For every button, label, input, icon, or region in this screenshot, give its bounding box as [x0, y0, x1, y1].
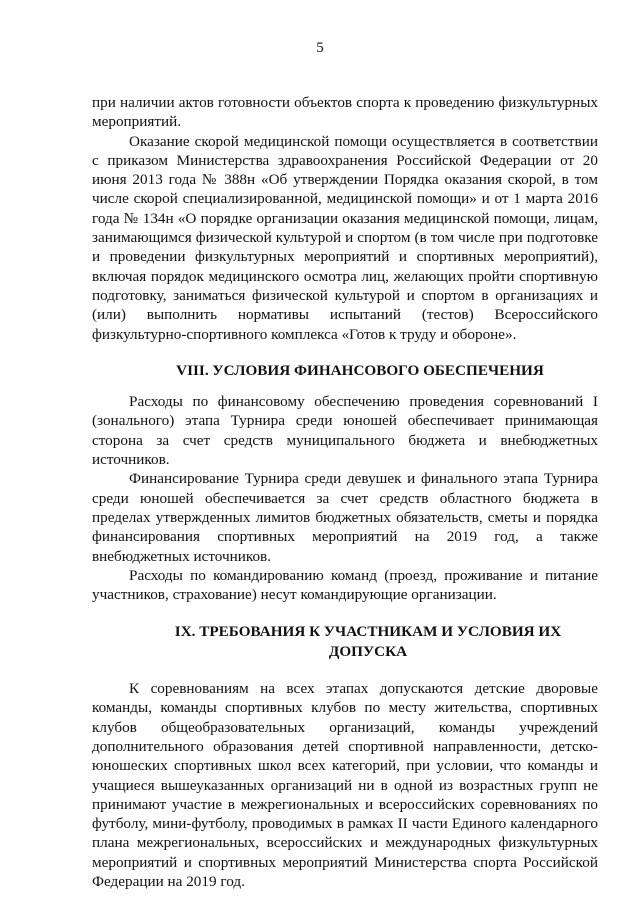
section-heading-viii: VIII. УСЛОВИЯ ФИНАНСОВОГО ОБЕСПЕЧЕНИЯ	[176, 361, 544, 379]
paragraph-financing-final: Финансирование Турнира среди девушек и финального этапа Турнира среди юношей обеспечивается за счет средств областного бюджета в пределах утвержденных лимитов бюджетных обязательств, сметы и порядка финансирования спортивных мероприятий на 2019 год, а также внебюджетных источников.	[92, 470, 598, 565]
section-heading-ix: IX. ТРЕБОВАНИЯ К УЧАСТНИКАМ И УСЛОВИЯ ИХ ДОПУСКА	[174, 623, 562, 660]
paragraph-continuation: при наличии актов готовности объектов спорта к проведению физкультурных мероприятий.	[92, 94, 598, 131]
paragraph-expenses-zonal: Расходы по финансовому обеспечению проведения соревнований I (зонального) этапа Турнира среди юношей обеспечивает принимающая сторона за счет средств муниципального бюджета и внебюджетных источников.	[92, 393, 598, 469]
document-body	[92, 93, 598, 891]
page-number: 5	[316, 40, 324, 56]
paragraph-travel-expenses: Расходы по командированию команд (проезд, проживание и питание участников, страхование) несут командирующие организации.	[92, 566, 598, 604]
paragraph-medical-care: Оказание скорой медицинской помощи осуществляется в соответствии с приказом Министерства здравоохранения Российской Федерации от 20 июня 2013 года № 388н «Об утверждении Порядка оказания скорой, в том числе скорой специализированной, медицинской помощи» и от 1 марта 2016 года № 134н «О порядке организации оказания медицинской помощи, лицам, занимающимся физической культурой и спортом (в том числе при подготовке и проведении физкультурных мероприятий и спортивных мероприятий), включая порядок медицинского осмотра лиц, желающих пройти спортивную подготовку, заниматься физической культурой и спортом в организациях и (или) выполнить нормативы испытаний (тестов) Всероссийского физкультурно-спортивного комплекса «Готов к труду и обороне».	[92, 132, 598, 343]
paragraph-admission-rules: К соревнованиям на всех этапах допускаются детские дворовые команды, команды спортивных клубов по месту жительства, спортивных клубов общеобразовательных организаций, команды учреждений дополнительного образования детей спортивной направленности, детско-юношеских спортивных школ всех категорий, при условии, что команды и учащиеся вышеуказанных организаций ни в одной из возрастных групп не принимают участие в межрегиональных и всероссийских соревнованиях по футболу, мини-футболу, проводимых в рамках II части Единого календарного плана межрегиональных, всероссийских и международных физкультурных мероприятий и спортивных мероприятий Министерства спорта Российской Федерации на 2019 год.	[92, 680, 598, 890]
